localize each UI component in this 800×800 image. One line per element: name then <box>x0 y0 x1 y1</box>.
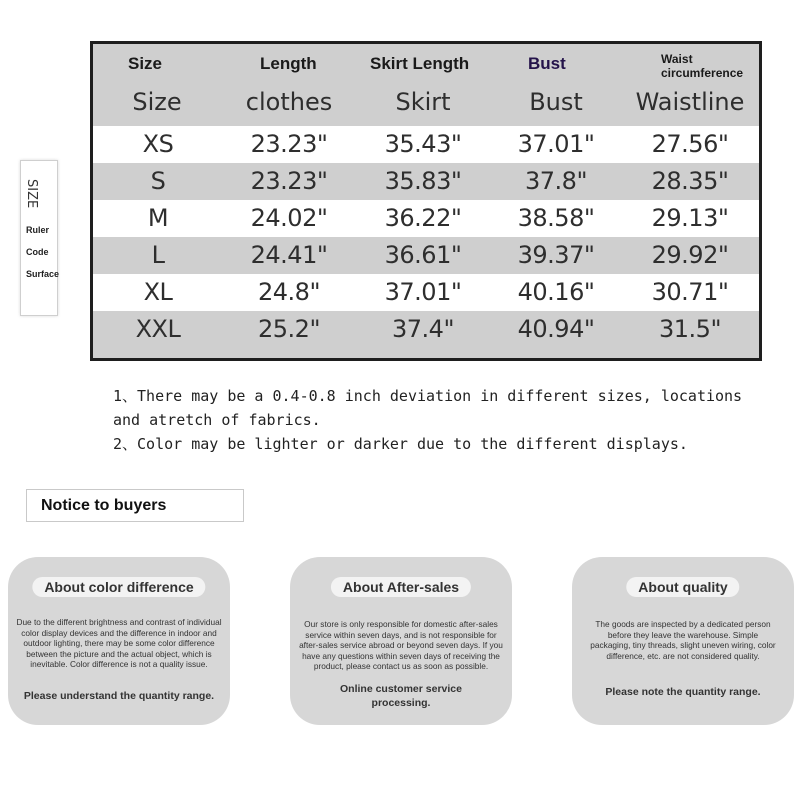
cell-skirt: 37.01" <box>384 278 462 306</box>
cell-length: 24.8" <box>258 278 320 306</box>
code-label: Code <box>26 247 49 257</box>
cell-skirt: 37.4" <box>392 315 454 343</box>
card-foot: Online customer service processing. <box>340 683 462 709</box>
subheader-waistline: Waistline <box>635 88 745 116</box>
cell-size: M <box>147 204 169 232</box>
surface-label: Surface <box>26 269 60 279</box>
cell-bust: 40.94" <box>517 315 595 343</box>
table-row <box>93 200 759 237</box>
cell-waist: 29.92" <box>651 241 729 269</box>
table-row <box>93 126 759 163</box>
card-title: About After-sales <box>331 577 471 597</box>
size-ruler-tab <box>20 160 58 316</box>
cell-bust: 37.8" <box>525 167 587 195</box>
note-2: 2、Color may be lighter or darker due to the different displays. <box>113 435 688 453</box>
cell-length: 25.2" <box>258 315 320 343</box>
card-body: Due to the different brightness and contrast of individual color display devices and the difference in indoor and outdoor lighting, there may be some color difference between the picture and the actual object, which is inevitable. Color difference is not a quality issue. <box>16 617 222 669</box>
card-foot: Please note the quantity range. <box>605 686 761 698</box>
card-quality <box>572 557 794 725</box>
cell-bust: 38.58" <box>517 204 595 232</box>
notice-title: Notice to buyers <box>26 489 244 522</box>
card-body: The goods are inspected by a dedicated person before they leave the warehouse. Simple packaging, tiny threads, slight uneven wiring, color difference, etc. are not considered quality. <box>590 619 776 661</box>
subheader-clothes: clothes <box>245 88 333 116</box>
ruler-label: Ruler <box>26 225 50 235</box>
card-title: About color difference <box>32 577 205 597</box>
size-vertical-label: SIZE <box>24 179 39 209</box>
table-row <box>93 163 759 200</box>
cell-bust: 40.16" <box>517 278 595 306</box>
header-skirt-length: Skirt Length <box>370 54 470 73</box>
card-foot: Please understand the quantity range. <box>23 690 215 702</box>
card-after-sales <box>290 557 512 725</box>
cell-bust: 39.37" <box>517 241 595 269</box>
cell-skirt: 36.61" <box>384 241 462 269</box>
cell-size: XS <box>142 130 174 158</box>
cell-waist: 31.5" <box>659 315 721 343</box>
cell-skirt: 36.22" <box>384 204 462 232</box>
size-notes <box>113 384 773 456</box>
cell-skirt: 35.83" <box>384 167 462 195</box>
size-chart-table <box>90 41 762 361</box>
subheader-size: Size <box>132 88 182 116</box>
card-color-difference <box>8 557 230 725</box>
cell-size: L <box>151 241 165 269</box>
cell-length: 24.02" <box>250 204 328 232</box>
header-size: Size <box>128 54 163 73</box>
cell-size: S <box>150 167 166 195</box>
cell-waist: 28.35" <box>651 167 729 195</box>
cell-waist: 29.13" <box>651 204 729 232</box>
card-body: Our store is only responsible for domestic after-sales service within seven days, and is not responsible for after-sales service abroad or beyond seven days. If you have any questions within seven days of receiving the product, please contact us as soon as possible. <box>299 619 503 671</box>
cell-length: 24.41" <box>250 241 328 269</box>
subheader-skirt: Skirt <box>395 88 451 116</box>
cell-waist: 30.71" <box>651 278 729 306</box>
card-title: About quality <box>626 577 739 597</box>
table-row <box>93 311 759 348</box>
header-bust: Bust <box>528 54 566 73</box>
cell-size: XXL <box>135 315 181 343</box>
cell-bust: 37.01" <box>517 130 595 158</box>
table-row <box>93 274 759 311</box>
note-1: 1、There may be a 0.4-0.8 inch deviation in different sizes, locations and atretch of fabrics. <box>113 387 743 429</box>
header-length: Length <box>260 54 317 73</box>
cell-skirt: 35.43" <box>384 130 462 158</box>
cell-waist: 27.56" <box>651 130 729 158</box>
cell-length: 23.23" <box>250 130 328 158</box>
cell-length: 23.23" <box>250 167 328 195</box>
cell-size: XL <box>143 278 173 306</box>
subheader-bust: Bust <box>529 88 583 116</box>
header-waist-circumference: Waist circumference <box>661 52 744 80</box>
table-row <box>93 237 759 274</box>
